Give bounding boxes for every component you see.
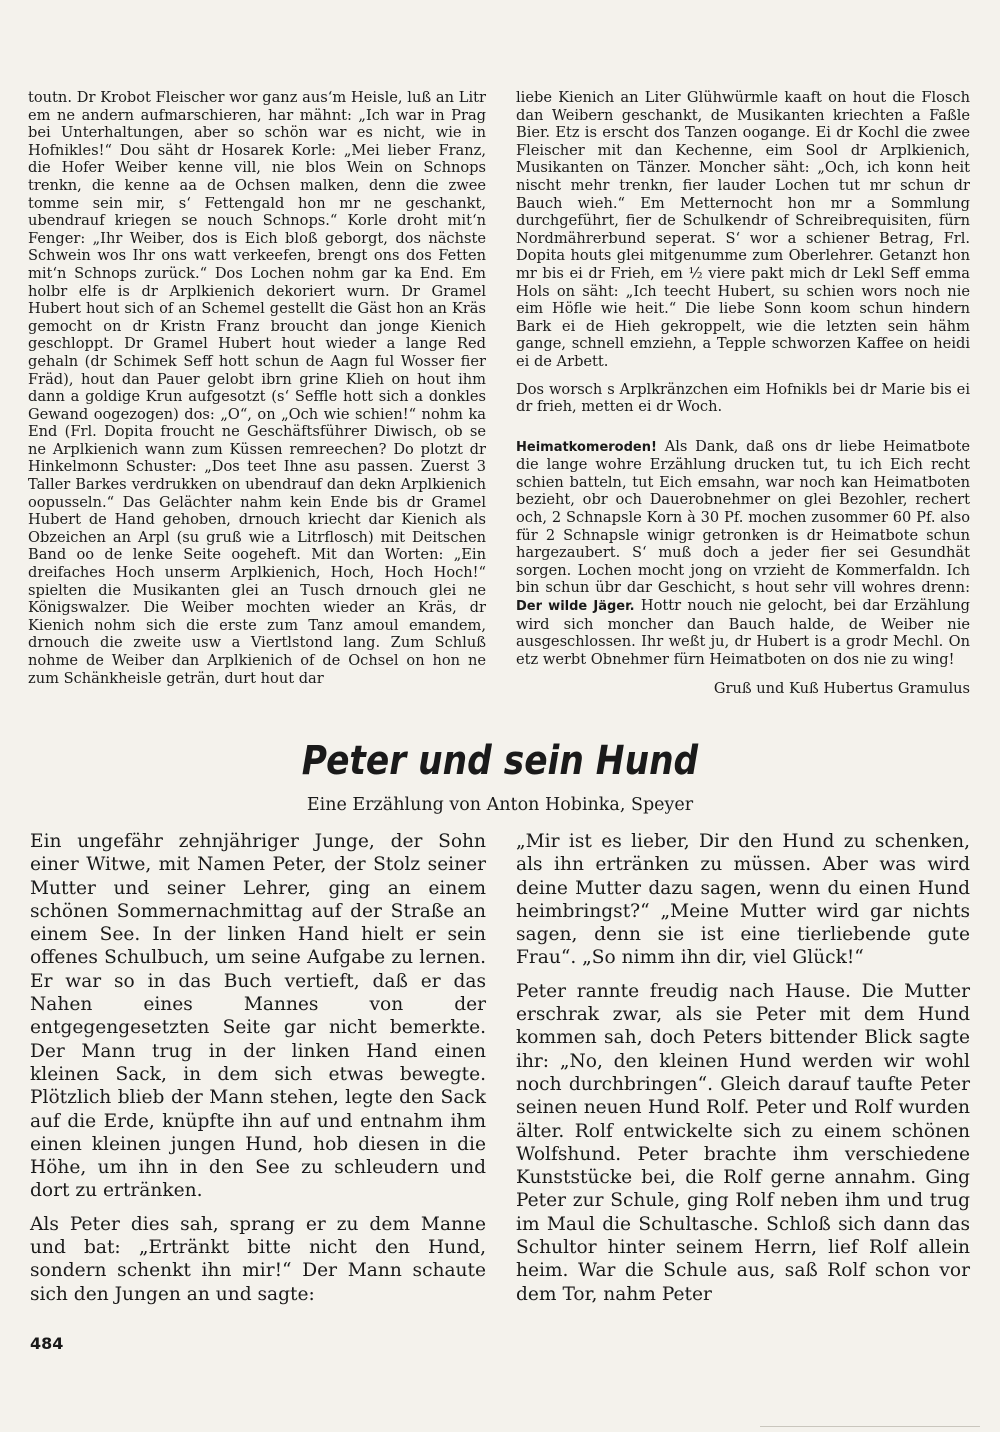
- upper-left-paragraph: toutn. Dr Krobot Fleischer wor ganz aus‘m Heisle, luß an Litr em ne andern aufmarschieren, har mähnt: „Ich war in Prag bei Unterhaltungen, aber so schön war es nicht, wie in Hofnikles!“ Dou säht dr Hosarek Korle: „Mei lieber Franz, die Hofer Weiber kenne vill, nie blos Wein on Schnops trenkn, die kenne aa de Ochsen malken, denn die zwee tomme sein mir, s‘ Fettengald hon mr ne geschankt, ubendrauf kriegen se nouch Schnops.“ Korle droht mit‘n Fenger: „Ihr Weiber, dos is Eich bloß geborgt, dos nächste Schwein wos Ihr ons watt verkeefen, brengt ons dos Fetten mit‘n Schnops zurück.“ Dos Lochen nohm gar ka End. Em holbr elfe is dr Arplkienich dekoriert wurn. Dr Gramel Hubert hout sich of an Schemel gestellt die Gäst hon an Kräs gemocht on dr Kristn Franz broucht dan jonge Kienich geschloppt. Dr Gramel Hubert hout wieder a lange Red gehaln (dr Schimek Seff hott schun de Aagn ful Wosser fier Fräd), hout dan Pauer gelobt ibrn grine Klieh on hout ihm dann a goldige Krun aufgesotzt (s‘ Seffle hott sich a donkles Gewand oogezogen) dos: „O“, on „Och wie schien!“ nohm ka End (Frl. Dopita froucht ne Geschäftsführer Diwisch, ob se ne Arplkienich wann zum Küssen remreechen? Do plotzt dr Hinkelmonn Schuster: „Dos teet Ihne asu passen. Zuerst 3 Taller Barkes verdrukken on ubendrauf dan dekn Arplkienich oopusseln.“ Das Gelächter nahm kein Ende bis dr Gramel Hubert de Hand gehoben, drnouch kriecht dar Kienich als Obzeichen an Arpl (su gruß wie a Litrflosch) mit Deitschen Band oo de lenke Seite oogeheft. Mit dan Worten: „Ein dreifaches Hoch unserm Arplkienich, Hoch, Hoch Hoch!“ spielten die Musikanten glei an Tusch drnouch glei ne Königswalzer. Die Weiber mochten wieder an Kräs, dr Kienich nohm sich die erste zum Tanz amoul emandem, drnouch die zweite usw a Viertlstond lang. Zum Schluß nohme de Weiber dan Arplkienich of de Ochsel on hon ne zum Schänkheisle geträn, durt hout dar: [28, 89, 486, 687]
- signature: Gruß und Kuß Hubertus Gramulus: [713, 680, 970, 698]
- story-byline: Eine Erzählung von Anton Hobinka, Speyer: [306, 795, 694, 815]
- story-left-paragraph-1: Ein ungefähr zehnjähriger Junge, der Sohn einer Witwe, mit Namen Peter, der Stolz seiner Mutter und seiner Lehrer, ging an einem schönen Sommernachmittag auf der Straße an einem See. In der linken Hand hielt er sein offenes Schulbuch, um seine Aufgabe zu lernen. Er war so in das Buch vertieft, daß er das Nahen eines Mannes von der entgegengesetzten Seite gar nicht bemerkte. Der Mann trug in der linken Hand einen kleinen Sack, in dem sich etwas bewegte. Plötzlich blieb der Mann stehen, legte den Sack auf die Erde, knüpfte ihn auf und entnahm ihm einen kleinen jungen Hund, hob diesen in die Höhe, um ihn in den See zu schleudern und dort zu ertränken.: [30, 831, 486, 1202]
- story-title-bold: Der wilde Jäger.: [516, 599, 635, 615]
- story-right-paragraph-1: „Mir ist es lieber, Dir den Hund zu schenken, als ihn ertränken zu müssen. Aber was wird deine Mutter dazu sagen, wenn du einen Hund heimbringst?“ „Meine Mutter wird gar nichts sagen, denn sie ist eine tierliebende gute Frau“. „So nimm ihn dir, viel Glück!“: [516, 831, 970, 969]
- upper-left-column: [28, 89, 486, 687]
- upper-right-paragraph-2: Dos worsch s Arplkränzchen eim Hofnikls bei dr Marie bis ei dr frieh, metten ei dr Woch.: [516, 380, 970, 416]
- story-title: Peter und sein Hund: [301, 738, 699, 784]
- paragraph-3-end: Hottr nouch nie gelocht, bei dar Erzählung wird sich moncher dan Bauch halde, de Weiber nie ausgeschlossen. Ihr weßt ju, dr Hubert is a grodr Mechl. On etz werbt Obnehmer fürn Heimatboten on dos nie zu wing!: [516, 597, 971, 668]
- page-number: 484: [30, 1334, 64, 1353]
- bottom-rule: [760, 1426, 980, 1427]
- greeting-bold: Heimatkomeroden!: [516, 439, 657, 455]
- upper-right-paragraph-3: [516, 438, 970, 669]
- story-left-paragraph-2: Als Peter dies sah, sprang er zu dem Manne und bat: „Ertränkt bitte nicht den Hund, sondern schenkt ihn mir!“ Der Mann schaute sich den Jungen an und sagte:: [30, 1213, 486, 1305]
- upper-right-paragraph-1: liebe Kienich an Liter Glühwürmle kaaft on hout die Flosch dan Weibern geschankt, de Musikanten kriechten a Faßle Bier. Etz is erscht dos Tanzen oogange. Ei dr Kochl die zwee Fleischer mit dan Kechenne, eim Sool dr Arplkienich, Musikanten on Tänzer. Moncher säht: „Och, ich konn heit nischt mehr trenkn, fier lauder Lochen tut mr schun dr Bauch wieh.“ Em Metternocht hon mr a Sommlung durchgeführt, fier de Schulkendr of Schreibrequisiten, fürn Nordmährerbund seperat. S‘ wor a schiener Betrag, Frl. Dopita houts glei mitgenumme zum Oberlehrer. Getanzt hon mr bis ei dr Frieh, em ½ viere pakt mich dr Lekl Seff emma Hols on säht: „Ich teecht Hubert, su schien wors noch nie eim Höfle wie heit.“ Die liebe Sonn koom schun hindern Bark ei de Hieh gekroppelt, wie die letzten sein hähm gange, schnell emziehn, a Tepple schworzen Kaffee on heidi ei de Arbett.: [516, 89, 970, 370]
- upper-right-column: [516, 89, 970, 698]
- paragraph-3-text: Als Dank, daß ons dr liebe Heimatbote die lange wohre Erzählung drucken tut, tu ich Eich recht schien batteln, tut Eich emsahn, war noch kan Heimatboten bezieht, obr och Dauerobnehmer on glei Bezohler, rechert och, 2 Schnapsle Korn à 30 Pf. mochen zusommer 60 Pf. also für 2 Schnapsle winigr getronken is dr Heimatbote schun hargezaubert. S‘ muß doch a jeder fier sei Gesundhät sorgen. Lochen mocht jong on vrzieht de Kommerfaldn. Ich bin schun übr dar Geschicht, s hout sehr vill wohres drenn:: [516, 437, 970, 597]
- story-left-column: [30, 830, 486, 1306]
- story-right-paragraph-2: Peter rannte freudig nach Hause. Die Mutter erschrak zwar, als sie Peter mit dem Hund kommen sah, doch Peters bittender Blick sagte ihr: „No, den kleinen Hund werden wir wohl noch durchbringen“. Gleich darauf taufte Peter seinen neuen Hund Rolf. Peter und Rolf wurden älter. Rolf entwickelte sich zu einem schönen Wolfshund. Peter brachte ihm verschiedene Kunststücke bei, die Rolf gerne annahm. Ging Peter zur Schule, ging Rolf neben ihm und trug im Maul die Schultasche. Schloß sich dann das Schultor hinter seinem Herrn, lief Rolf allein heim. War die Schule aus, saß Rolf schon vor dem Tor, nahm Peter: [516, 980, 970, 1305]
- story-right-column: [516, 830, 970, 1306]
